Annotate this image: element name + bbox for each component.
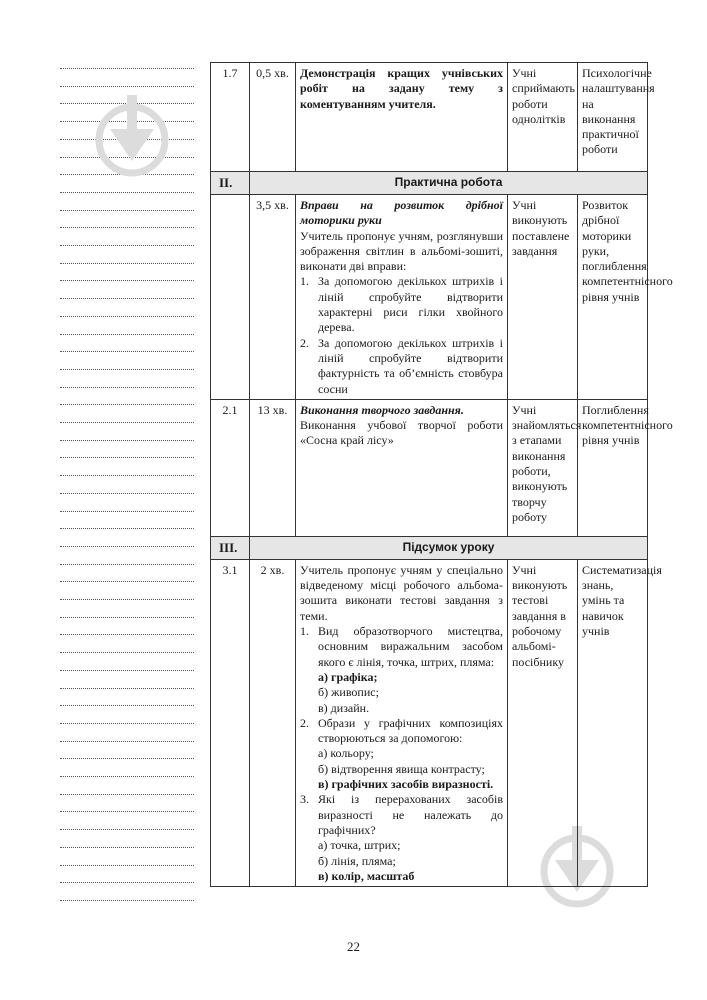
table-row: [211, 195, 648, 400]
section-header-row: [211, 172, 648, 195]
lesson-plan-table: [210, 62, 673, 887]
note-line: [60, 369, 194, 370]
note-line: [60, 599, 194, 600]
note-line: [60, 776, 194, 777]
section-header-row: [211, 536, 648, 559]
note-line: [60, 511, 194, 512]
exercise-heading: Вправи на розвиток дрібної моторики руки: [300, 198, 503, 228]
note-line: [60, 847, 194, 848]
note-line: [60, 811, 194, 812]
note-line: [60, 829, 194, 830]
table-row: [211, 63, 648, 172]
note-line: [60, 351, 194, 352]
step-duration: 3,5 хв.: [250, 195, 296, 400]
step-description: [296, 559, 508, 886]
note-line: [60, 227, 194, 228]
page-number: 22: [347, 939, 360, 954]
note-line: [60, 652, 194, 653]
section-title: Підсумок уроку: [250, 536, 648, 559]
answer-option: в) колір, масштаб: [318, 868, 415, 883]
note-line: [60, 900, 194, 901]
answer-option: б) живопис;: [318, 685, 379, 700]
note-line: [60, 334, 194, 335]
note-line: [60, 688, 194, 689]
question-text: Образи у графічних композиціях створюються за допомогою:: [318, 715, 503, 746]
note-line: [60, 475, 194, 476]
step-description: Демонстрація кращих учнівських робіт на задану тему з коментуванням учителя.: [296, 63, 508, 172]
answer-option: в) дизайн.: [318, 700, 370, 715]
step-number: [211, 195, 250, 400]
test-questions: [300, 624, 503, 884]
section-number: II.: [211, 172, 250, 195]
note-line: [60, 280, 194, 281]
step-duration: 13 хв.: [250, 399, 296, 536]
watermark-download-icon: [95, 95, 169, 179]
step-description: [296, 399, 508, 536]
note-line: [60, 192, 194, 193]
step-description: [296, 195, 508, 400]
note-line: [60, 457, 194, 458]
note-line: [60, 86, 194, 87]
note-line: [60, 68, 194, 69]
answer-option: б) відтворення явища контрасту;: [318, 761, 485, 776]
note-line: [60, 882, 194, 883]
note-line: [60, 404, 194, 405]
note-line: [60, 758, 194, 759]
note-line: [60, 245, 194, 246]
answer-option: б) лінія, пляма;: [318, 853, 396, 868]
note-line: [60, 794, 194, 795]
note-line: [60, 387, 194, 388]
note-line: [60, 617, 194, 618]
section-number: III.: [211, 536, 250, 559]
list-item: 1. За допомогою декількох штрихів і ліній спробуйте відтворити характерні риси гілки хвойного дерева.: [300, 274, 503, 335]
note-line: [60, 705, 194, 706]
note-line: [60, 723, 194, 724]
table-row: [211, 559, 648, 886]
note-line: [60, 263, 194, 264]
note-line: [60, 528, 194, 529]
question-text: Вид образотворчого мистецтва, основним виражальним засобом якого є лінія, точка, штрих, пляма:: [318, 624, 503, 669]
step-duration: 0,5 хв.: [250, 63, 296, 172]
student-activity: Учні сприймають роботи однолітків: [508, 63, 578, 172]
answer-option: а) кольору;: [318, 746, 374, 761]
step-number: 3.1: [211, 559, 250, 886]
note-line: [60, 440, 194, 441]
note-line: [60, 581, 194, 582]
list-item: 2. Образи у графічних композиціях створюються за допомогою: а) кольору; б) відтворення явища контрасту; в) графічних засобів виразності.: [300, 715, 503, 792]
note-line: [60, 670, 194, 671]
answer-option: в) графічних засобів виразності.: [318, 777, 494, 792]
section-title: Практична робота: [250, 172, 648, 195]
table-row: [211, 399, 648, 536]
note-line: [60, 634, 194, 635]
note-line: [60, 546, 194, 547]
note-line: [60, 564, 194, 565]
question-text: Які із перерахованих засобів виразності не належать до графічних?: [318, 792, 503, 837]
list-item: 3. Які із перерахованих засобів виразності не належать до графічних? а) точка, штрих; б) лінія, пляма; в) колір, масштаб: [300, 792, 503, 883]
step-goal: Систематизація знань, умінь та навичок учнів: [578, 559, 648, 886]
note-line: [60, 741, 194, 742]
exercise-list: [300, 274, 503, 396]
note-line: [60, 493, 194, 494]
exercise-intro: Учитель пропонує учням, розглянувши зображення світлин в альбомі-зошиті, виконати дві вправи:: [300, 228, 503, 274]
list-item: 2. За допомогою декількох штрихів і ліній спробуйте відтворити фактурність та об’ємність стовбура сосни: [300, 335, 503, 396]
test-intro: Учитель пропонує учням у спеціально відведеному місці робочого альбома-зошита виконати тестові завдання з теми.: [300, 562, 503, 623]
note-line: [60, 210, 194, 211]
note-line: [60, 298, 194, 299]
list-item: 1. Вид образотворчого мистецтва, основним виражальним засобом якого є лінія, точка, штрих, пляма: а) графіка; б) живопис; в) дизайн.: [300, 624, 503, 715]
step-goal: Поглиблення компетентнісного рівня учнів: [578, 399, 648, 536]
step-goal: Психологічне налаштування на виконання практичної роботи: [578, 63, 648, 172]
step-number: 1.7: [211, 63, 250, 172]
task-heading: Виконання творчого завдання.: [300, 402, 464, 417]
task-text: Виконання учбової творчої роботи «Сосна край лісу»: [300, 418, 503, 448]
note-line: [60, 422, 194, 423]
note-line: [60, 865, 194, 866]
student-activity: Учні виконують поставлене завдання: [508, 195, 578, 400]
answer-option: а) точка, штрих;: [318, 838, 401, 853]
answer-option: а) графіка;: [318, 669, 378, 684]
student-activity: Учні виконують тестові завдання в робочому альбомі-посібнику: [508, 559, 578, 886]
step-goal: Розвиток дрібної моторики руки, поглиблення компетентнісного рівня учнів: [578, 195, 648, 400]
step-duration: 2 хв.: [250, 559, 296, 886]
step-number: 2.1: [211, 399, 250, 536]
student-activity: Учні знайомляться з етапами виконання роботи, виконують творчу роботу: [508, 399, 578, 536]
note-line: [60, 316, 194, 317]
